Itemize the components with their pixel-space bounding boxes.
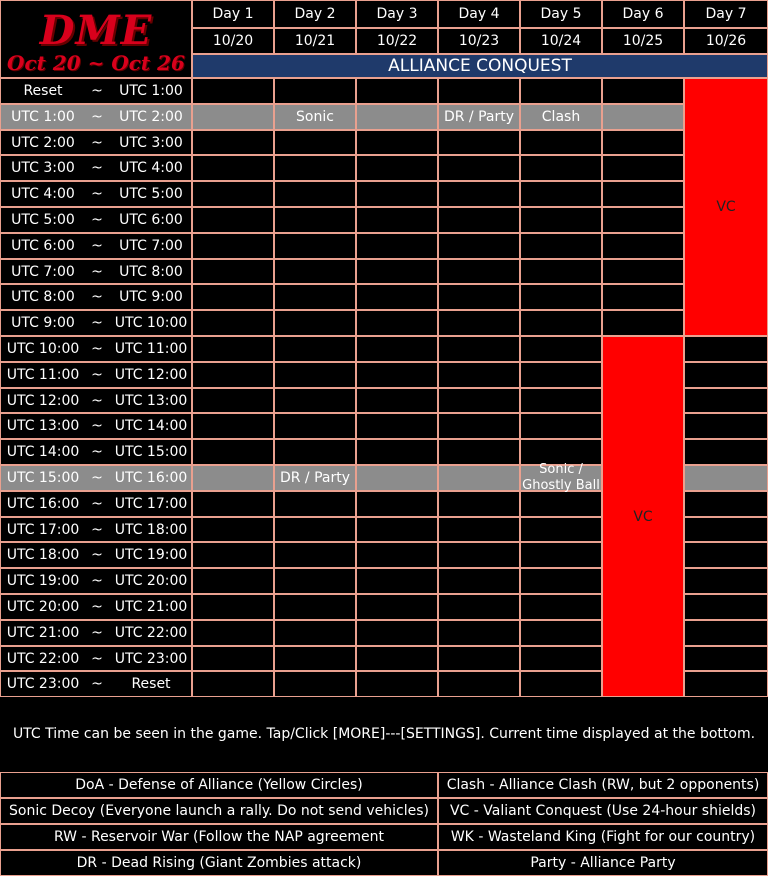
schedule-cell bbox=[438, 491, 520, 517]
schedule-cell bbox=[684, 542, 768, 568]
slot-end: UTC 13:00 bbox=[114, 392, 188, 409]
schedule-cell bbox=[192, 130, 274, 155]
slot-start: UTC 14:00 bbox=[6, 444, 80, 460]
schedule-cell bbox=[520, 130, 602, 155]
schedule-cell bbox=[438, 233, 520, 259]
schedule-cell bbox=[192, 388, 274, 413]
schedule-cell bbox=[274, 413, 356, 439]
slot-start: UTC 20:00 bbox=[6, 599, 80, 615]
time-slot bbox=[0, 104, 192, 130]
schedule-cell bbox=[274, 517, 356, 542]
time-slot bbox=[0, 568, 192, 594]
schedule-cell bbox=[684, 465, 768, 491]
schedule-cell bbox=[520, 671, 602, 697]
schedule-cell bbox=[356, 259, 438, 284]
slot-tilde: ~ bbox=[91, 496, 103, 512]
schedule-cell bbox=[192, 233, 274, 259]
schedule-cell bbox=[356, 155, 438, 181]
day-label: Day 2 bbox=[274, 0, 356, 28]
time-slot bbox=[0, 362, 192, 388]
slot-tilde: ~ bbox=[91, 341, 103, 357]
slot-start: UTC 10:00 bbox=[6, 341, 80, 357]
schedule-cell bbox=[192, 594, 274, 620]
schedule-cell bbox=[602, 284, 684, 310]
schedule-cell bbox=[356, 465, 438, 491]
slot-tilde: ~ bbox=[91, 547, 103, 563]
day-label: Day 5 bbox=[520, 0, 602, 28]
schedule-cell bbox=[356, 181, 438, 207]
slot-tilde: ~ bbox=[91, 160, 103, 176]
legend-item: DR - Dead Rising (Giant Zombies attack) bbox=[0, 850, 438, 876]
schedule-cell bbox=[520, 207, 602, 233]
time-slot bbox=[0, 517, 192, 542]
schedule-cell bbox=[356, 413, 438, 439]
time-slot bbox=[0, 388, 192, 413]
slot-tilde: ~ bbox=[91, 392, 103, 409]
slot-end: UTC 20:00 bbox=[114, 573, 188, 589]
vc-block: VC bbox=[684, 78, 768, 336]
event-cell: DR / Party bbox=[438, 104, 520, 130]
slot-tilde: ~ bbox=[91, 134, 103, 151]
slot-end: UTC 14:00 bbox=[114, 418, 188, 434]
slot-end: UTC 16:00 bbox=[114, 470, 188, 486]
schedule-cell bbox=[274, 620, 356, 646]
slot-end: UTC 3:00 bbox=[119, 134, 183, 151]
schedule-cell bbox=[438, 181, 520, 207]
schedule-cell bbox=[192, 542, 274, 568]
schedule-cell bbox=[602, 207, 684, 233]
schedule-cell bbox=[520, 594, 602, 620]
schedule-cell bbox=[684, 594, 768, 620]
schedule-cell bbox=[602, 259, 684, 284]
day-date: 10/21 bbox=[274, 28, 356, 54]
schedule-cell bbox=[520, 413, 602, 439]
schedule-cell bbox=[356, 284, 438, 310]
schedule-cell bbox=[520, 491, 602, 517]
slot-tilde: ~ bbox=[91, 573, 103, 589]
schedule-cell bbox=[356, 310, 438, 336]
schedule-cell bbox=[192, 78, 274, 104]
slot-tilde: ~ bbox=[91, 521, 103, 538]
schedule-cell bbox=[438, 336, 520, 362]
slot-start: UTC 6:00 bbox=[11, 238, 75, 254]
schedule-cell bbox=[192, 568, 274, 594]
schedule-cell bbox=[684, 362, 768, 388]
day-date: 10/23 bbox=[438, 28, 520, 54]
schedule-cell bbox=[438, 284, 520, 310]
time-slot bbox=[0, 207, 192, 233]
legend-item: WK - Wasteland King (Fight for our country) bbox=[438, 824, 768, 850]
schedule-cell bbox=[684, 646, 768, 671]
slot-tilde: ~ bbox=[91, 625, 103, 641]
schedule-cell bbox=[192, 439, 274, 465]
slot-start: UTC 11:00 bbox=[6, 367, 80, 383]
schedule-cell bbox=[192, 181, 274, 207]
schedule-cell bbox=[520, 336, 602, 362]
day-label: Day 1 bbox=[192, 0, 274, 28]
schedule-cell bbox=[356, 104, 438, 130]
slot-tilde: ~ bbox=[91, 418, 103, 434]
schedule-cell bbox=[684, 517, 768, 542]
event-cell: DR / Party bbox=[274, 465, 356, 491]
slot-tilde: ~ bbox=[91, 444, 103, 460]
schedule-cell bbox=[192, 284, 274, 310]
schedule-cell bbox=[356, 542, 438, 568]
slot-end: UTC 11:00 bbox=[114, 341, 188, 357]
slot-start: UTC 3:00 bbox=[11, 160, 75, 176]
time-slot bbox=[0, 542, 192, 568]
slot-end: UTC 8:00 bbox=[119, 263, 183, 280]
slot-end: UTC 19:00 bbox=[114, 547, 188, 563]
time-slot bbox=[0, 413, 192, 439]
schedule-cell bbox=[274, 491, 356, 517]
time-slot bbox=[0, 594, 192, 620]
schedule-cell bbox=[274, 646, 356, 671]
schedule-cell bbox=[192, 620, 274, 646]
schedule-cell bbox=[356, 233, 438, 259]
schedule-cell bbox=[192, 104, 274, 130]
slot-end: UTC 6:00 bbox=[119, 212, 183, 228]
schedule-cell bbox=[438, 130, 520, 155]
schedule-cell bbox=[438, 155, 520, 181]
slot-start: UTC 19:00 bbox=[6, 573, 80, 589]
day-date: 10/22 bbox=[356, 28, 438, 54]
schedule-cell bbox=[438, 620, 520, 646]
schedule-cell bbox=[356, 671, 438, 697]
logo-date-range: Oct 20 ~ Oct 26 bbox=[7, 51, 185, 75]
schedule-cell bbox=[274, 284, 356, 310]
slot-tilde: ~ bbox=[91, 289, 103, 305]
slot-start: UTC 4:00 bbox=[11, 186, 75, 202]
section-banner: ALLIANCE CONQUEST bbox=[192, 54, 768, 78]
schedule-cell bbox=[274, 362, 356, 388]
legend-item: Party - Alliance Party bbox=[438, 850, 768, 876]
day-label: Day 7 bbox=[684, 0, 768, 28]
slot-start: UTC 21:00 bbox=[6, 625, 80, 641]
schedule-cell bbox=[520, 620, 602, 646]
event-logo bbox=[0, 0, 192, 78]
legend-item: RW - Reservoir War (Follow the NAP agreement bbox=[0, 824, 438, 850]
schedule-cell bbox=[274, 439, 356, 465]
slot-end: UTC 1:00 bbox=[119, 83, 183, 99]
slot-start: UTC 1:00 bbox=[11, 109, 75, 125]
slot-tilde: ~ bbox=[91, 186, 103, 202]
time-slot bbox=[0, 233, 192, 259]
logo-title: DME bbox=[39, 7, 153, 54]
slot-end: UTC 2:00 bbox=[119, 109, 183, 125]
time-slot bbox=[0, 78, 192, 104]
schedule-cell bbox=[438, 517, 520, 542]
day-date: 10/26 bbox=[684, 28, 768, 54]
schedule-cell bbox=[520, 388, 602, 413]
schedule-cell bbox=[192, 259, 274, 284]
slot-tilde: ~ bbox=[91, 650, 103, 667]
schedule-cell bbox=[192, 671, 274, 697]
schedule-cell bbox=[520, 181, 602, 207]
schedule-cell bbox=[192, 646, 274, 671]
schedule-cell bbox=[274, 155, 356, 181]
slot-end: UTC 23:00 bbox=[114, 650, 188, 667]
legend-item: Clash - Alliance Clash (RW, but 2 opponents) bbox=[438, 772, 768, 798]
time-slot bbox=[0, 336, 192, 362]
schedule-cell bbox=[192, 310, 274, 336]
slot-end: UTC 4:00 bbox=[119, 160, 183, 176]
slot-start: UTC 9:00 bbox=[11, 315, 75, 331]
utc-note: UTC Time can be seen in the game. Tap/Click [MORE]---[SETTINGS]. Current time displayed at the bottom. bbox=[12, 726, 756, 742]
schedule-cell bbox=[356, 362, 438, 388]
slot-start: UTC 22:00 bbox=[6, 650, 80, 667]
slot-tilde: ~ bbox=[91, 367, 103, 383]
event-cell: Sonic / Ghostly Ball bbox=[520, 465, 602, 491]
schedule-cell bbox=[684, 491, 768, 517]
schedule-cell bbox=[438, 310, 520, 336]
schedule-cell bbox=[684, 388, 768, 413]
schedule-cell bbox=[274, 568, 356, 594]
schedule-cell bbox=[520, 259, 602, 284]
legend-item: VC - Valiant Conquest (Use 24-hour shields) bbox=[438, 798, 768, 824]
time-slot bbox=[0, 181, 192, 207]
time-slot bbox=[0, 465, 192, 491]
slot-start: UTC 13:00 bbox=[6, 418, 80, 434]
schedule-cell bbox=[274, 542, 356, 568]
schedule-cell bbox=[520, 646, 602, 671]
schedule-cell bbox=[438, 78, 520, 104]
schedule-cell bbox=[274, 259, 356, 284]
schedule-cell bbox=[192, 155, 274, 181]
slot-tilde: ~ bbox=[91, 470, 103, 486]
schedule-cell bbox=[684, 439, 768, 465]
slot-tilde: ~ bbox=[91, 315, 103, 331]
schedule-cell bbox=[438, 362, 520, 388]
schedule-cell bbox=[356, 491, 438, 517]
schedule-cell bbox=[438, 207, 520, 233]
time-slot bbox=[0, 671, 192, 697]
schedule-cell bbox=[438, 439, 520, 465]
schedule-cell bbox=[438, 465, 520, 491]
schedule-cell bbox=[602, 155, 684, 181]
schedule-cell bbox=[356, 336, 438, 362]
time-slot bbox=[0, 620, 192, 646]
schedule-cell bbox=[520, 568, 602, 594]
time-slot bbox=[0, 155, 192, 181]
slot-start: UTC 17:00 bbox=[6, 521, 80, 538]
slot-end: UTC 17:00 bbox=[114, 496, 188, 512]
schedule-cell bbox=[684, 620, 768, 646]
schedule-cell bbox=[274, 594, 356, 620]
schedule-cell bbox=[274, 310, 356, 336]
schedule-cell bbox=[274, 78, 356, 104]
day-label: Day 4 bbox=[438, 0, 520, 28]
schedule-cell bbox=[602, 104, 684, 130]
slot-start: Reset bbox=[23, 83, 63, 99]
schedule-cell bbox=[602, 233, 684, 259]
time-slot bbox=[0, 284, 192, 310]
slot-end: UTC 7:00 bbox=[119, 238, 183, 254]
day-date: 10/25 bbox=[602, 28, 684, 54]
time-slot bbox=[0, 310, 192, 336]
schedule-cell bbox=[356, 130, 438, 155]
schedule-cell bbox=[192, 465, 274, 491]
slot-tilde: ~ bbox=[91, 212, 103, 228]
schedule-cell bbox=[602, 310, 684, 336]
slot-start: UTC 8:00 bbox=[11, 289, 75, 305]
schedule-cell bbox=[438, 542, 520, 568]
schedule-cell bbox=[274, 233, 356, 259]
slot-tilde: ~ bbox=[91, 676, 103, 692]
slot-tilde: ~ bbox=[91, 238, 103, 254]
schedule-cell bbox=[520, 284, 602, 310]
schedule-cell bbox=[356, 568, 438, 594]
day-label: Day 6 bbox=[602, 0, 684, 28]
schedule-cell bbox=[438, 568, 520, 594]
slot-end: UTC 18:00 bbox=[114, 521, 188, 538]
schedule-cell bbox=[192, 362, 274, 388]
time-slot bbox=[0, 130, 192, 155]
slot-start: UTC 5:00 bbox=[11, 212, 75, 228]
schedule-cell bbox=[356, 78, 438, 104]
slot-tilde: ~ bbox=[91, 263, 103, 280]
schedule-cell bbox=[274, 388, 356, 413]
slot-end: UTC 12:00 bbox=[114, 367, 188, 383]
slot-start: UTC 2:00 bbox=[11, 134, 75, 151]
time-slot bbox=[0, 646, 192, 671]
vc-block: VC bbox=[602, 336, 684, 697]
schedule-cell bbox=[356, 207, 438, 233]
schedule-cell bbox=[520, 78, 602, 104]
slot-start: UTC 12:00 bbox=[6, 392, 80, 409]
schedule-cell bbox=[192, 517, 274, 542]
slot-end: UTC 9:00 bbox=[119, 289, 183, 305]
schedule-cell bbox=[356, 388, 438, 413]
schedule-cell bbox=[520, 310, 602, 336]
slot-start: UTC 23:00 bbox=[6, 676, 80, 692]
schedule-cell bbox=[192, 336, 274, 362]
schedule-cell bbox=[274, 336, 356, 362]
schedule-cell bbox=[356, 620, 438, 646]
schedule-cell bbox=[356, 594, 438, 620]
day-label: Day 3 bbox=[356, 0, 438, 28]
time-slot bbox=[0, 439, 192, 465]
schedule-cell bbox=[192, 207, 274, 233]
schedule-cell bbox=[684, 568, 768, 594]
schedule-cell bbox=[438, 594, 520, 620]
schedule-cell bbox=[684, 413, 768, 439]
schedule-cell bbox=[192, 413, 274, 439]
slot-tilde: ~ bbox=[91, 83, 103, 99]
slot-end: UTC 10:00 bbox=[114, 315, 188, 331]
schedule-cell bbox=[274, 671, 356, 697]
schedule-cell bbox=[356, 646, 438, 671]
slot-start: UTC 15:00 bbox=[6, 470, 80, 486]
time-slot bbox=[0, 491, 192, 517]
schedule-cell bbox=[602, 78, 684, 104]
schedule-cell bbox=[356, 439, 438, 465]
legend-item: Sonic Decoy (Everyone launch a rally. Do not send vehicles) bbox=[0, 798, 438, 824]
schedule-cell bbox=[520, 542, 602, 568]
schedule-cell bbox=[684, 336, 768, 362]
schedule-cell bbox=[520, 362, 602, 388]
schedule-cell bbox=[438, 413, 520, 439]
schedule-cell bbox=[438, 646, 520, 671]
event-cell: Clash bbox=[520, 104, 602, 130]
slot-end: Reset bbox=[131, 676, 171, 692]
schedule-cell bbox=[602, 130, 684, 155]
slot-tilde: ~ bbox=[91, 599, 103, 615]
day-date: 10/20 bbox=[192, 28, 274, 54]
schedule-cell bbox=[520, 155, 602, 181]
schedule-cell bbox=[274, 130, 356, 155]
schedule-cell bbox=[684, 671, 768, 697]
slot-start: UTC 7:00 bbox=[11, 263, 75, 280]
schedule-cell bbox=[520, 233, 602, 259]
schedule-cell bbox=[356, 517, 438, 542]
schedule-cell bbox=[274, 181, 356, 207]
time-slot bbox=[0, 259, 192, 284]
slot-start: UTC 18:00 bbox=[6, 547, 80, 563]
schedule-cell bbox=[192, 491, 274, 517]
slot-start: UTC 16:00 bbox=[6, 496, 80, 512]
slot-end: UTC 15:00 bbox=[114, 444, 188, 460]
slot-tilde: ~ bbox=[91, 109, 103, 125]
slot-end: UTC 21:00 bbox=[114, 599, 188, 615]
event-cell: Sonic bbox=[274, 104, 356, 130]
slot-end: UTC 22:00 bbox=[114, 625, 188, 641]
schedule-cell bbox=[438, 388, 520, 413]
slot-end: UTC 5:00 bbox=[119, 186, 183, 202]
schedule-cell bbox=[438, 671, 520, 697]
schedule-cell bbox=[438, 259, 520, 284]
schedule-cell bbox=[274, 207, 356, 233]
schedule-cell bbox=[520, 517, 602, 542]
legend-item: DoA - Defense of Alliance (Yellow Circles) bbox=[0, 772, 438, 798]
day-date: 10/24 bbox=[520, 28, 602, 54]
schedule-cell bbox=[602, 181, 684, 207]
